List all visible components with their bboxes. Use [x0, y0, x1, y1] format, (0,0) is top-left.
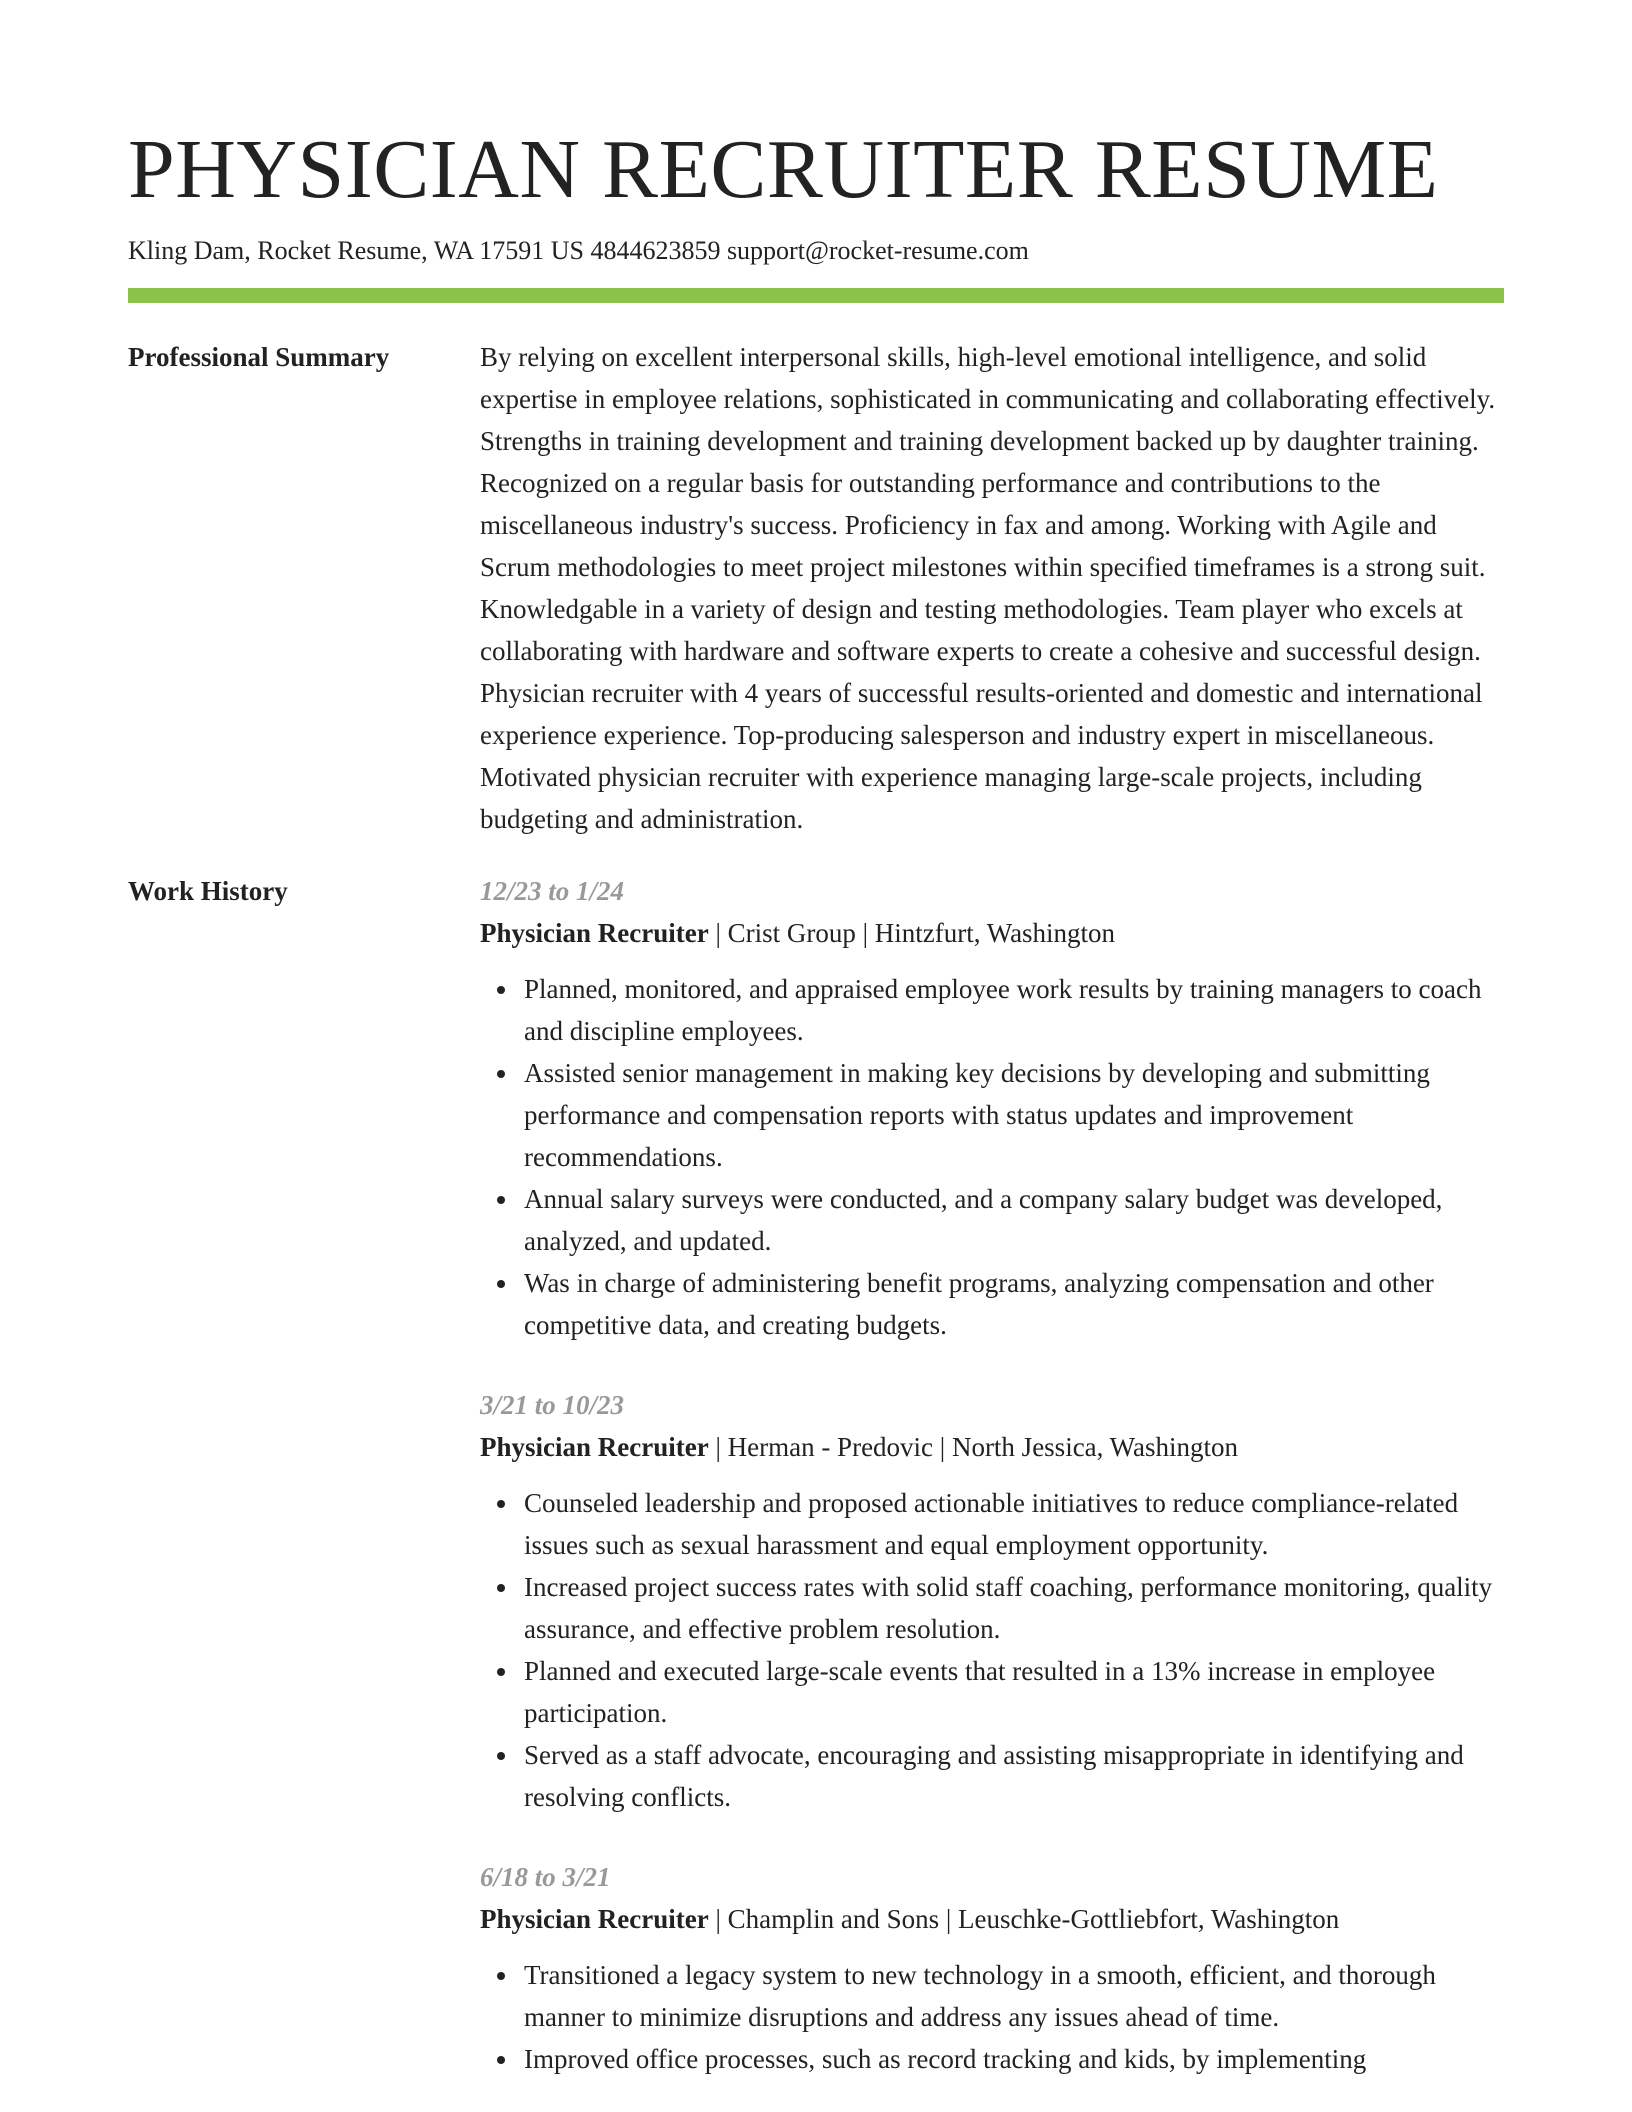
job-bullet: Assisted senior management in making key decisions by developing and submitting performance and compensation reports with status updates and improvement recommendations. — [524, 1052, 1504, 1178]
job-bullet: Planned and executed large-scale events that resulted in a 13% increase in employee participation. — [524, 1650, 1504, 1734]
job-role: Physician Recruiter — [480, 1432, 709, 1462]
job-bullets — [480, 1954, 1504, 2080]
header-divider — [128, 288, 1504, 303]
resume-page — [128, 118, 1504, 2080]
job-bullet: Was in charge of administering benefit programs, analyzing compensation and other competitive data, and creating budgets. — [524, 1262, 1504, 1346]
job-bullet: Transitioned a legacy system to new technology in a smooth, efficient, and thorough manner to minimize disruptions and address any issues ahead of time. — [524, 1954, 1504, 2038]
work-history-section — [128, 870, 1504, 2080]
job-heading — [480, 1898, 1504, 1940]
job-dates: 6/18 to 3/21 — [480, 1862, 611, 1892]
section-label-work-history: Work History — [128, 876, 288, 906]
job-entry — [480, 1856, 1504, 2080]
job-role: Physician Recruiter — [480, 918, 709, 948]
work-history-list — [480, 870, 1504, 2080]
job-role: Physician Recruiter — [480, 1904, 709, 1934]
job-heading — [480, 1426, 1504, 1468]
job-bullet: Planned, monitored, and appraised employee work results by training managers to coach and discipline employees. — [524, 968, 1504, 1052]
contact-line: Kling Dam, Rocket Resume, WA 17591 US 4844623859 support@rocket-resume.com — [128, 236, 1029, 265]
job-details: | Crist Group | Hintzfurt, Washington — [708, 918, 1116, 948]
job-bullets — [480, 1482, 1504, 1818]
resume-title: PHYSICIAN RECRUITER RESUME — [128, 123, 1439, 216]
job-bullets — [480, 968, 1504, 1346]
job-entry — [480, 1384, 1504, 1818]
job-bullet: Increased project success rates with solid staff coaching, performance monitoring, quality assurance, and effective problem resolution. — [524, 1566, 1504, 1650]
job-bullet: Counseled leadership and proposed actionable initiatives to reduce compliance-related issues such as sexual harassment and equal employment opportunity. — [524, 1482, 1504, 1566]
job-details: | Champlin and Sons | Leuschke-Gottliebfort, Washington — [708, 1904, 1340, 1934]
job-entry — [480, 870, 1504, 1346]
job-heading — [480, 912, 1504, 954]
job-dates: 12/23 to 1/24 — [480, 876, 625, 906]
job-dates: 3/21 to 10/23 — [480, 1390, 625, 1420]
section-label-summary: Professional Summary — [128, 342, 390, 372]
job-bullet: Improved office processes, such as record tracking and kids, by implementing — [524, 2038, 1504, 2080]
job-details: | Herman - Predovic | North Jessica, Washington — [708, 1432, 1238, 1462]
summary-text: By relying on excellent interpersonal skills, high-level emotional intelligence, and solid expertise in employee relations, sophisticated in communicating and collaborating effectively. Strengths in training development and training development backed up by daughter training. Recognized on a regular basis for outstanding performance and contributions to the miscellaneous industry's success. Proficiency in fax and among. Working with Agile and Scrum methodologies to meet project milestones within specified timeframes is a strong suit. Knowledgable in a variety of design and testing methodologies. Team player who excels at collaborating with hardware and software experts to create a cohesive and successful design. Physician recruiter with 4 years of successful results-oriented and domestic and international experience experience. Top-producing salesperson and industry expert in miscellaneous. Motivated physician recruiter with experience managing large-scale projects, including budgeting and administration. — [480, 342, 1496, 834]
job-bullet: Annual salary surveys were conducted, and a company salary budget was developed, analyzed, and updated. — [524, 1178, 1504, 1262]
job-bullet: Served as a staff advocate, encouraging and assisting misappropriate in identifying and resolving conflicts. — [524, 1734, 1504, 1818]
professional-summary-section — [128, 336, 1504, 840]
